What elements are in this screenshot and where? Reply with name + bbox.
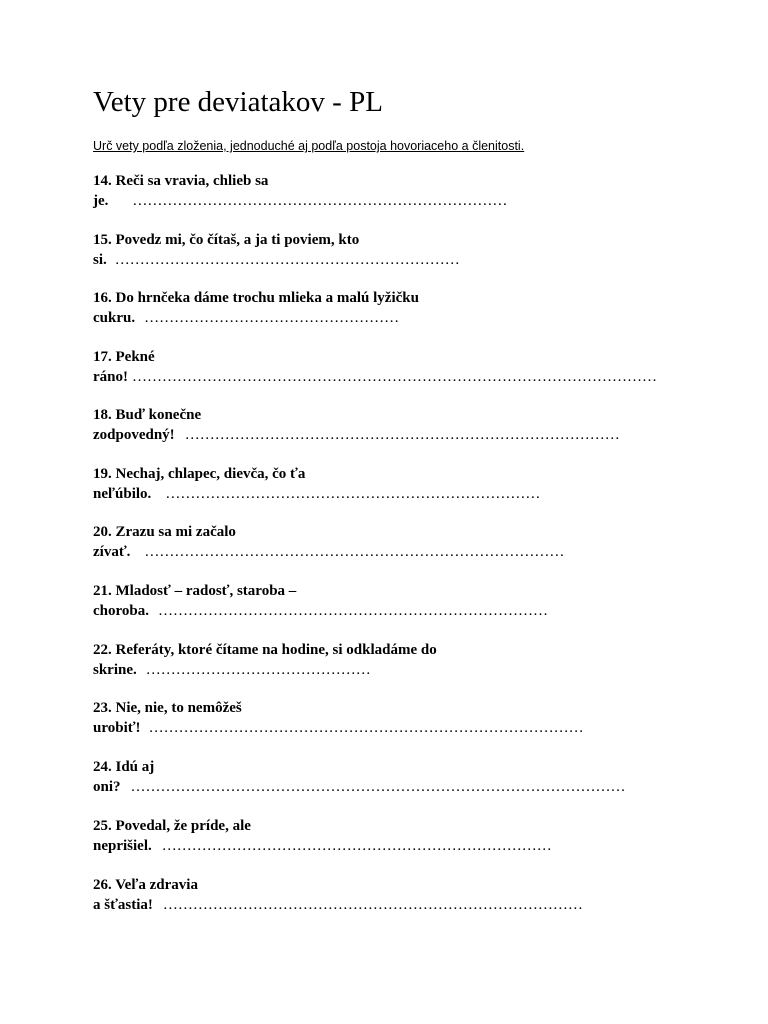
answer-line <box>93 777 733 797</box>
exercise-item <box>93 230 733 270</box>
answer-line <box>93 250 733 270</box>
sentence-line: 16. Do hrnčeka dáme trochu mlieka a malú lyžičku <box>93 290 419 306</box>
document-title: Vety pre deviatakov - PL <box>93 86 383 118</box>
answer-line <box>93 660 733 680</box>
sentence-line: 15. Povedz mi, čo čítaš, a ja ti poviem, kto <box>93 232 360 248</box>
exercise-item <box>93 816 733 856</box>
answer-blank[interactable]: ……………………………………………………………………………………… <box>130 779 626 795</box>
answer-line <box>93 718 733 738</box>
answer-line <box>93 425 733 445</box>
exercise-item <box>93 698 733 738</box>
sentence-continuation: urobiť! <box>93 720 141 736</box>
sentence-continuation: a šťastia! <box>93 897 153 913</box>
sentence-line: 26. Veľa zdravia <box>93 877 198 893</box>
sentence-line: 18. Buď konečne <box>93 407 202 423</box>
answer-blank[interactable]: …………………………………………………………………………… <box>148 720 584 736</box>
answer-line <box>93 836 733 856</box>
exercise-item <box>93 522 733 562</box>
sentence-continuation: zívať. <box>93 544 131 560</box>
answer-blank[interactable]: …………………………………………… <box>144 310 400 326</box>
answer-line <box>93 542 733 562</box>
sentence-line: 17. Pekné <box>93 349 155 365</box>
exercise-item <box>93 875 733 915</box>
instruction-text: Urč vety podľa zloženia, jednoduché aj podľa postoja hovoriaceho a členitosti. <box>93 139 525 153</box>
exercise-item <box>93 347 733 387</box>
answer-blank[interactable]: ……………………………………… <box>145 662 371 678</box>
sentence-continuation: ráno! <box>93 369 128 385</box>
sentence-line: 22. Referáty, ktoré čítame na hodine, si odkladáme do <box>93 642 437 658</box>
exercise-item <box>93 640 733 680</box>
sentence-line: 24. Idú aj <box>93 759 155 775</box>
exercise-item <box>93 405 733 445</box>
sentence-line: 23. Nie, nie, to nemôžeš <box>93 700 242 716</box>
answer-blank[interactable]: …………………………………………………………………… <box>161 838 552 854</box>
answer-line <box>93 191 733 211</box>
sentence-continuation: je. <box>93 193 109 209</box>
exercise-item <box>93 464 733 504</box>
answer-blank[interactable]: ………………………………………………………………………… <box>162 897 583 913</box>
exercise-item <box>93 757 733 797</box>
answer-blank[interactable]: …………………………………………………………………… <box>157 603 548 619</box>
sentence-continuation: skrine. <box>93 662 137 678</box>
sentence-line: 20. Zrazu sa mi začalo <box>93 524 236 540</box>
sentence-continuation: oni? <box>93 779 121 795</box>
exercise-item <box>93 171 733 211</box>
sentence-continuation: neprišiel. <box>93 838 152 854</box>
sentence-continuation: zodpovedný! <box>93 427 175 443</box>
answer-line <box>93 367 733 387</box>
answer-blank[interactable]: ………………………………………………………………… <box>165 486 541 502</box>
sentence-line: 25. Povedal, že príde, ale <box>93 818 251 834</box>
sentence-continuation: neľúbilo. <box>93 486 152 502</box>
sentence-continuation: si. <box>93 252 107 268</box>
answer-line <box>93 601 733 621</box>
answer-line <box>93 484 733 504</box>
answer-line <box>93 895 733 915</box>
sentence-continuation: choroba. <box>93 603 149 619</box>
answer-blank[interactable]: ………………………………………………………………………… <box>144 544 565 560</box>
exercise-item <box>93 288 733 328</box>
answer-blank[interactable]: …………………………………………………………………………………………… <box>132 369 657 385</box>
answer-blank[interactable]: ………………………………………………………………… <box>132 193 508 209</box>
answer-blank[interactable]: …………………………………………………………… <box>114 252 460 268</box>
exercise-item <box>93 581 733 621</box>
sentence-line: 14. Reči sa vravia, chlieb sa <box>93 173 269 189</box>
answer-blank[interactable]: …………………………………………………………………………… <box>184 427 620 443</box>
sentence-continuation: cukru. <box>93 310 136 326</box>
sentence-line: 19. Nechaj, chlapec, dievča, čo ťa <box>93 466 306 482</box>
answer-line <box>93 308 733 328</box>
sentence-line: 21. Mladosť – radosť, staroba – <box>93 583 297 599</box>
